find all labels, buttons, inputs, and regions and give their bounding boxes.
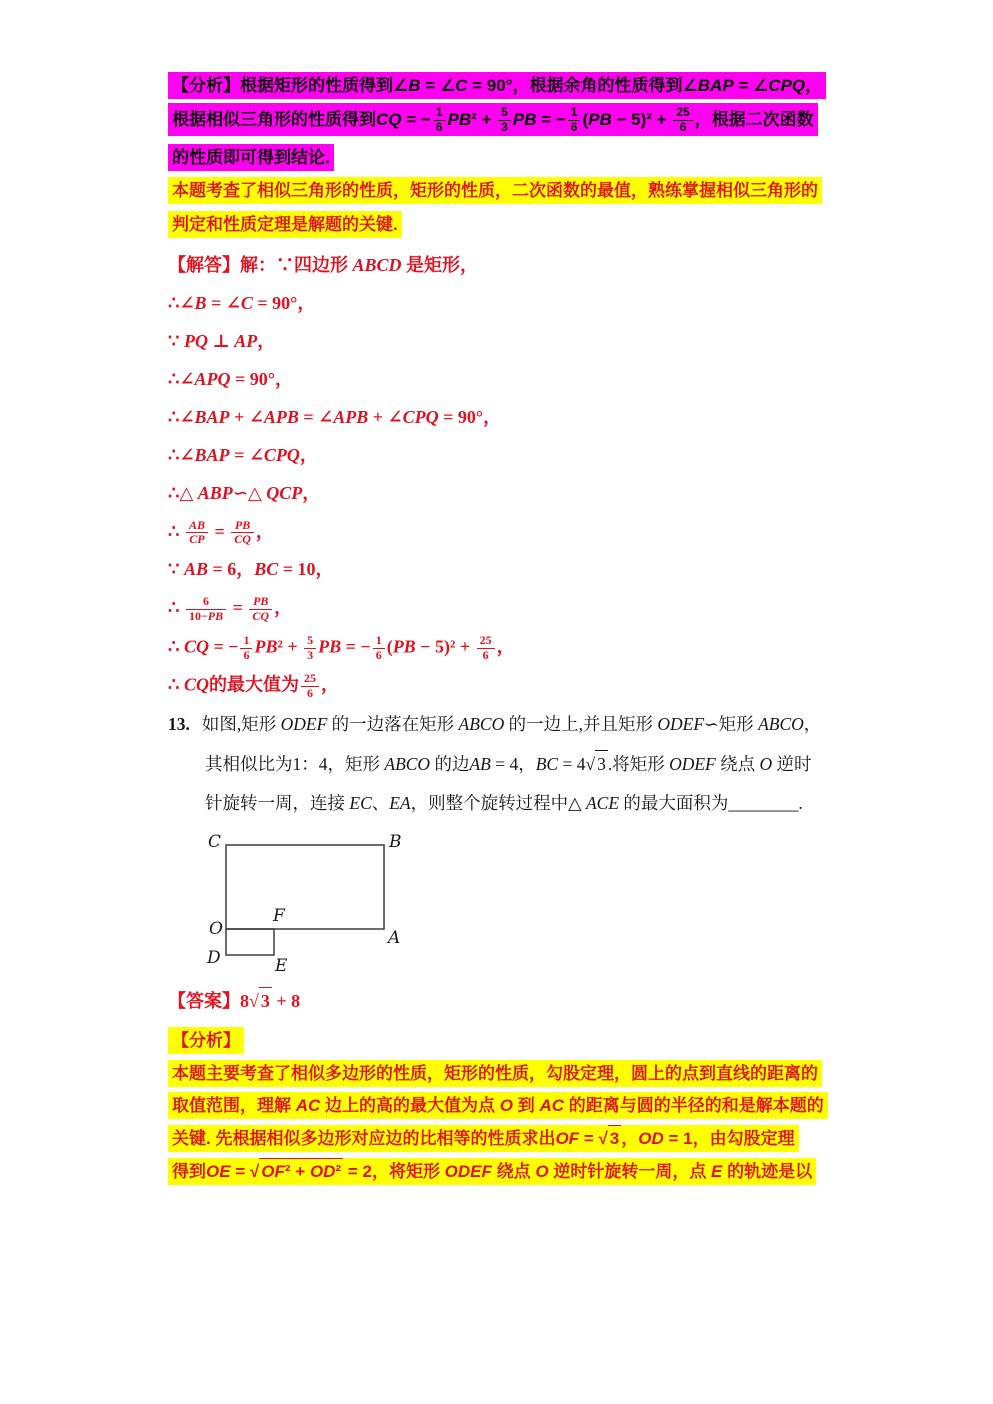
figure-label-E: E	[275, 955, 288, 976]
figure-label-B: B	[389, 831, 402, 852]
q12-analysis-line-3-text: 的性质即可得到结论.	[168, 144, 334, 171]
figure-label-F: F	[273, 905, 285, 926]
q13-figure	[195, 829, 445, 981]
q12-review-highlight-line-2	[168, 212, 840, 237]
q13-problem-line-2: 其相似比为1：4，矩形 ABCO 的边AB = 4，BC = 4√ 3 .将矩形 ODEF 绕点 O 逆时	[205, 750, 840, 777]
q13-problem-line-1-text: 如图,矩形 ODEF 的一边落在矩形 ABCO 的一边上,并且矩形 ODEF∽矩形 ABCO，	[201, 713, 822, 734]
q13-problem-number: 13.	[168, 713, 190, 734]
q12-solution-line-12: ∴ CQ的最大值为 $\frac{25}{6}$ ，	[168, 671, 339, 701]
q13-analysis-line-3-text: 关键. 先根据相似多边形对应边的比相等的性质求出OF = √ 3 ，OD = 1，由勾股定理	[168, 1125, 799, 1152]
q13-analysis-line-1	[168, 1061, 840, 1087]
q12-review-highlight-line-1	[168, 178, 840, 203]
q12-solution-line-2: ∴∠B = ∠C = 90°，	[168, 292, 316, 313]
q13-analysis-line-4	[168, 1158, 840, 1185]
q13-problem-line-3: 针旋转一周，连接 EC、EA，则整个旋转过程中△ ACE 的最大面积为________.	[205, 792, 803, 813]
q12-solution-line-10: ∴ $\frac{6}{10-PB}$ = $\frac{PB}{CQ}$ ，	[168, 594, 293, 623]
figure-label-C: C	[208, 831, 222, 852]
page-content	[168, 73, 840, 1191]
q12-analysis-highlight-line-1	[168, 73, 840, 98]
q13-analysis-line-4-text: 得到OE = √ OF² + OD² = 2，将矩形 ODEF 绕点 O 逆时针旋转一周，点 E 的轨迹是以	[168, 1158, 816, 1185]
q13-analysis-line-2-text: 取值范围，理解 AC 边上的高的最大值为点 O 到 AC 的距离与圆的半径的和是解本题的	[168, 1092, 828, 1119]
rect-large-ABCO	[226, 845, 384, 929]
q13-analysis-line-2	[168, 1093, 840, 1119]
q12-analysis-highlight-line-2	[168, 106, 840, 135]
q12-solution-line-1: 【解答】解：∵四边形 ABCD 是矩形，	[168, 254, 479, 275]
q12-solution-line-5: ∴∠BAP + ∠APB = ∠APB + ∠CPQ = 90°，	[168, 406, 502, 427]
q12-analysis-line-1-text: 【分析】根据矩形的性质得到∠B = ∠C = 90°，根据余角的性质得到∠BAP = ∠CPQ，	[168, 72, 826, 99]
q12-solution-line-3: ∵ PQ ⊥ AP，	[168, 330, 276, 351]
figure-label-A: A	[388, 927, 401, 948]
q13-analysis-line-3	[168, 1125, 840, 1152]
q12-analysis-line-2-text: 根据相似三角形的性质得到CQ = − $\frac{1}{6}$ PB² + $\frac{5}{3}$ PB = − $\frac{1}{6}$ (PB − 5)² + $\frac{25}{6}$ ，根据二次函数	[168, 103, 818, 136]
rect-small-ODEF	[226, 929, 274, 955]
q12-solution-line-11: ∴ CQ = − $\frac{1}{6}$ PB² + $\frac{5}{3}$ PB = − $\frac{1}{6}$ (PB − 5)² + $\frac{25}{6}$ ，	[168, 632, 515, 662]
q12-review-line-2-text: 判定和性质定理是解题的关键.	[168, 211, 402, 238]
q13-analysis-heading-text: 【分析】	[168, 1027, 244, 1054]
q13-problem-line-1	[168, 711, 840, 737]
q13-answer-line: 【答案】8√ 3 + 8	[168, 987, 840, 1014]
q12-solution-line-7: ∴△ ABP∽△ QCP，	[168, 482, 321, 503]
figure-label-D: D	[207, 947, 221, 968]
q12-review-line-1-text: 本题考查了相似三角形的性质，矩形的性质，二次函数的最值，熟练掌握相似三角形的	[168, 177, 822, 204]
q12-solution-line-6: ∴∠BAP = ∠CPQ，	[168, 444, 318, 465]
q13-analysis-line-1-text: 本题主要考查了相似多边形的性质，矩形的性质，勾股定理，圆上的点到直线的距离的	[168, 1060, 822, 1087]
q12-solution-line-8: ∴ $\frac{AB}{CP}$ = $\frac{PB}{CQ}$ ，	[168, 517, 274, 547]
q12-solution-line-9: ∵ AB = 6，BC = 10，	[168, 559, 334, 580]
q13-analysis-heading	[168, 1028, 840, 1053]
q12-solution-line-4: ∴∠APQ = 90°，	[168, 368, 294, 389]
q12-analysis-highlight-line-3	[168, 145, 840, 170]
figure-label-O: O	[209, 918, 223, 939]
